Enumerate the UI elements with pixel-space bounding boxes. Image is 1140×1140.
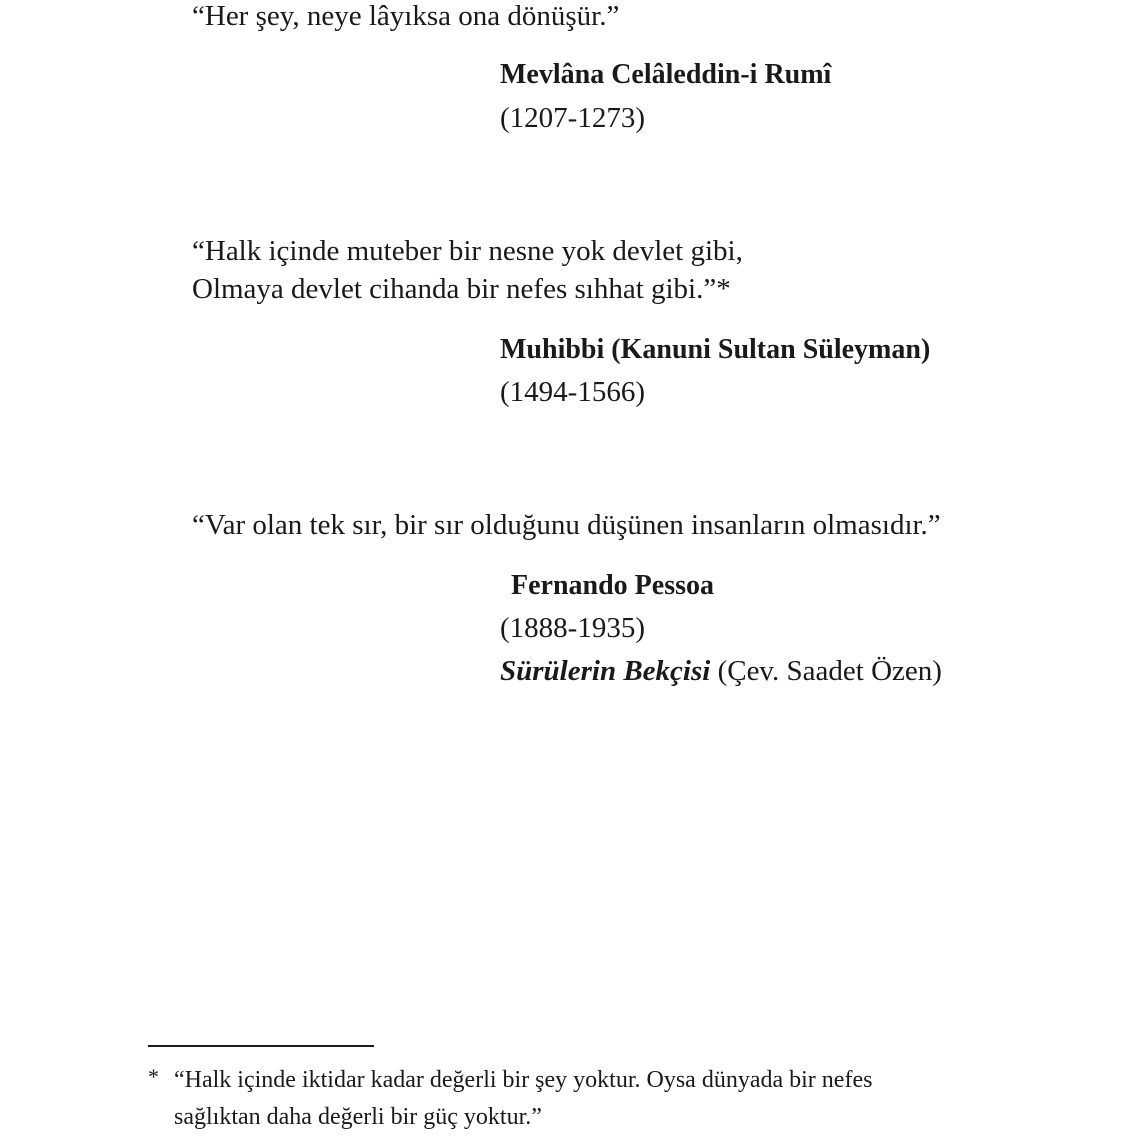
- footnote-mark: *: [148, 1064, 159, 1089]
- quote-3-years: (1888-1935): [500, 612, 645, 644]
- quote-3-author: Fernando Pessoa: [511, 570, 714, 601]
- quote-1-years: (1207-1273): [500, 102, 645, 134]
- quote-2-years: (1494-1566): [500, 376, 645, 408]
- quote-1-text: “Her şey, neye lâyıksa ona dönüşür.”: [192, 0, 620, 32]
- quote-1-author: Mevlâna Celâleddin-i Rumî: [500, 59, 832, 90]
- quote-3-source: [500, 653, 942, 689]
- quote-3-translator: (Çev. Saadet Özen): [717, 655, 942, 687]
- quote-2-author: Muhibbi (Kanuni Sultan Süleyman): [500, 334, 931, 365]
- quote-3-work-title: Sürülerin Bekçisi: [500, 655, 711, 687]
- quote-2-line-2: Olmaya devlet cihanda bir nefes sıhhat gibi.”*: [192, 273, 731, 305]
- quote-2-line-1: “Halk içinde muteber bir nesne yok devlet gibi,: [192, 235, 743, 267]
- footnote-line-2: sağlıktan daha değerli bir güç yoktur.”: [174, 1104, 542, 1130]
- quote-3-text: “Var olan tek sır, bir sır olduğunu düşünen insanların olmasıdır.”: [192, 509, 941, 541]
- footnote-rule: [148, 1045, 374, 1047]
- footnote-line-1: “Halk içinde iktidar kadar değerli bir şey yoktur. Oysa dünyada bir nefes: [174, 1067, 873, 1093]
